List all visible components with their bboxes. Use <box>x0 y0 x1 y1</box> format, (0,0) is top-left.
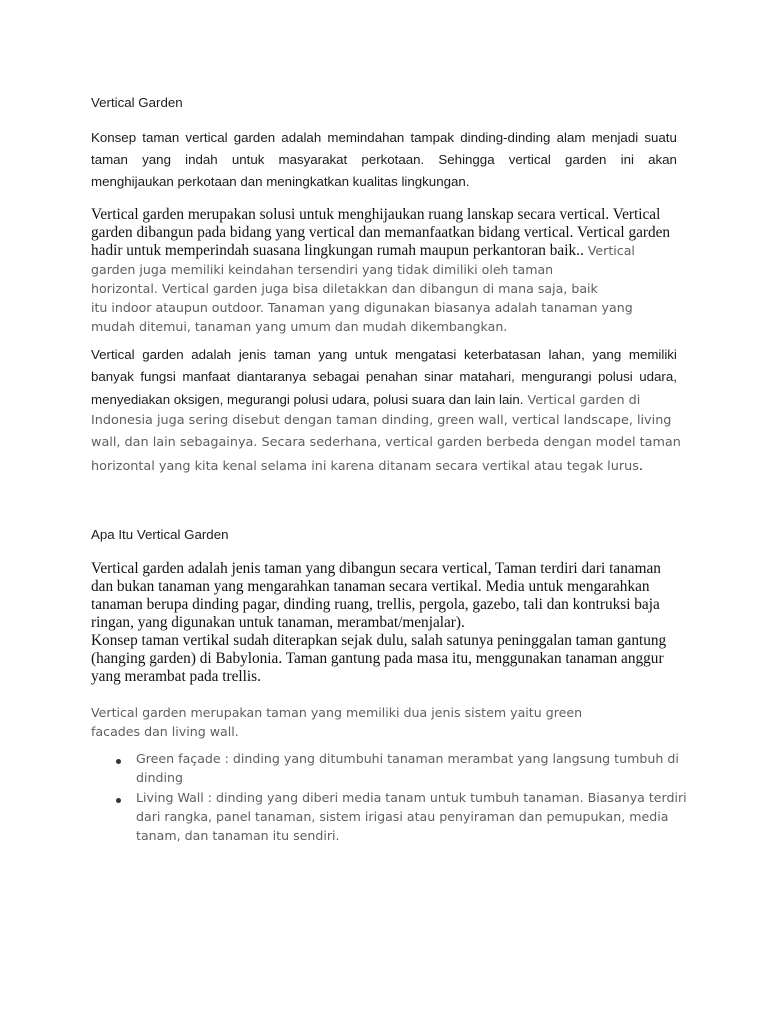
paragraph-line: Konsep taman vertikal sudah diterapkan sejak dulu, salah satunya peninggalan taman gantung <box>91 632 667 649</box>
word: Sehingga <box>438 152 495 167</box>
paragraph-line: ringan, yang digunakan untuk tanaman, merambat/menjalar). <box>91 614 465 631</box>
paragraph-line: garden dibangun pada bidang yang vertical dan memanfaatkan bidang vertical. Vertical garden <box>91 224 671 241</box>
word: diantaranya <box>236 369 307 384</box>
paragraph-line: mudah ditemui, tanaman yang umum dan mudah dikembangkan. <box>91 319 508 334</box>
paragraph-line: tanaman berupa dinding pagar, dinding ruang, trellis, pergola, gazebo, tali dan kontruksi baja <box>91 596 660 613</box>
paragraph-line: menghijaukan perkotaan dan meningkatkan kualitas lingkungan. <box>91 174 470 189</box>
word: garden <box>233 130 276 145</box>
list-item-line: Green façade : dinding yang ditumbuhi tanaman merambat yang langsung tumbuh di <box>136 751 679 766</box>
paragraph-line <box>91 152 677 167</box>
grey-text: horizontal yang kita kenal selama ini karena ditanam secara vertikal atau tegak lurus <box>91 459 639 474</box>
word: sinar <box>424 369 453 384</box>
word: keterbatasan <box>464 347 541 362</box>
word: suatu <box>644 130 677 145</box>
word: tampak <box>410 130 455 145</box>
paragraph-line: (hanging garden) di Babylonia. Taman gantung pada masa itu, menggunakan tanaman anggur <box>91 650 664 667</box>
word: taman <box>273 347 311 362</box>
list-item-line: tanam, dan tanaman itu sendiri. <box>136 828 340 843</box>
paragraph-line <box>91 242 635 260</box>
word: garden <box>142 347 184 362</box>
word: memindahan <box>327 130 405 145</box>
paragraph-line: Vertical garden adalah jenis taman yang dibangun secara vertical, Taman terdiri dari tanaman <box>91 560 661 577</box>
section-heading: Apa Itu Vertical Garden <box>91 527 229 542</box>
paragraph-line: Vertical garden merupakan solusi untuk menghijaukan ruang lanskap secara vertical. Vertical <box>91 206 661 223</box>
word: untuk <box>354 347 388 362</box>
word: adalah <box>191 347 232 362</box>
paragraph-line: Indonesia juga sering disebut dengan taman dinding, green wall, vertical landscape, living <box>91 413 672 428</box>
word: vertical <box>185 130 228 145</box>
paragraph-line <box>91 391 640 409</box>
word: polusi <box>598 369 633 384</box>
word: alam <box>556 130 586 145</box>
word: akan <box>648 152 677 167</box>
word: matahari, <box>459 369 515 384</box>
word: untuk <box>231 152 265 167</box>
grey-text: Vertical garden di <box>523 393 641 408</box>
section-heading: Vertical Garden <box>91 95 183 110</box>
word: vertical <box>508 152 551 167</box>
paragraph-line: yang merambat pada trellis. <box>91 668 261 685</box>
word: adalah <box>281 130 322 145</box>
word: lahan, <box>548 347 585 362</box>
paragraph-line: facades dan living wall. <box>91 724 239 739</box>
paragraph-line: dan bukan tanaman yang mengarahkan tanaman secara vertikal. Media untuk mengarahkan <box>91 578 650 595</box>
word: yang <box>142 152 171 167</box>
word: indah <box>185 152 218 167</box>
word: manfaat <box>182 369 231 384</box>
word: taman <box>142 130 180 145</box>
paragraph-line <box>91 457 643 475</box>
bullet-icon <box>116 759 121 764</box>
paragraph-line <box>91 369 677 384</box>
period: . <box>638 457 644 474</box>
bullet-icon <box>116 798 121 803</box>
word: mengurangi <box>521 369 592 384</box>
list-item-line: Living Wall : dinding yang diberi media tanam untuk tumbuh tanaman. Biasanya terdiri <box>136 790 687 805</box>
paragraph-line: itu indoor ataupun outdoor. Tanaman yang digunakan biasanya adalah tanaman yang <box>91 300 633 315</box>
word: fungsi <box>140 369 176 384</box>
word: penahan <box>365 369 418 384</box>
paragraph-line: wall, dan lain sebagainya. Secara sederhana, vertical garden berbeda dengan model taman <box>91 435 681 450</box>
word: ini <box>620 152 634 167</box>
paragraph-line <box>91 347 677 362</box>
paragraph-line <box>91 130 677 145</box>
word: jenis <box>238 347 267 362</box>
word: yang <box>592 347 622 362</box>
grey-text: Vertical <box>583 243 635 258</box>
word: yang <box>318 347 348 362</box>
word: Vertical <box>91 347 135 362</box>
list-item-line: dari rangka, panel tanaman, sistem irigasi atau penyiraman dan pemupukan, media <box>136 809 669 824</box>
dark-text: menyediakan oksigen, megurangi polusi udara, polusi suara dan lain lain. <box>91 392 524 407</box>
word: mengatasi <box>395 347 457 362</box>
word: masyarakat <box>278 152 348 167</box>
paragraph-line: horizontal. Vertical garden juga bisa diletakkan dan dibangun di mana saja, baik <box>91 281 598 296</box>
word: sebagai <box>312 369 360 384</box>
word: udara, <box>639 369 677 384</box>
paragraph-line: Vertical garden merupakan taman yang memiliki dua jenis sistem yaitu green <box>91 705 583 720</box>
word: taman <box>91 152 128 167</box>
word: garden <box>565 152 607 167</box>
word: menjadi <box>591 130 639 145</box>
list-item-line: dinding <box>136 770 183 785</box>
word: perkotaan. <box>361 152 425 167</box>
word: dinding-dinding <box>460 130 551 145</box>
word: Konsep <box>91 130 137 145</box>
word: memiliki <box>628 347 677 362</box>
word: banyak <box>91 369 134 384</box>
paragraph-line: garden juga memiliki keindahan tersendiri yang tidak dimiliki oleh taman <box>91 262 554 277</box>
serif-text: hadir untuk memperindah suasana lingkungan rumah maupun perkantoran baik.. <box>91 242 584 259</box>
